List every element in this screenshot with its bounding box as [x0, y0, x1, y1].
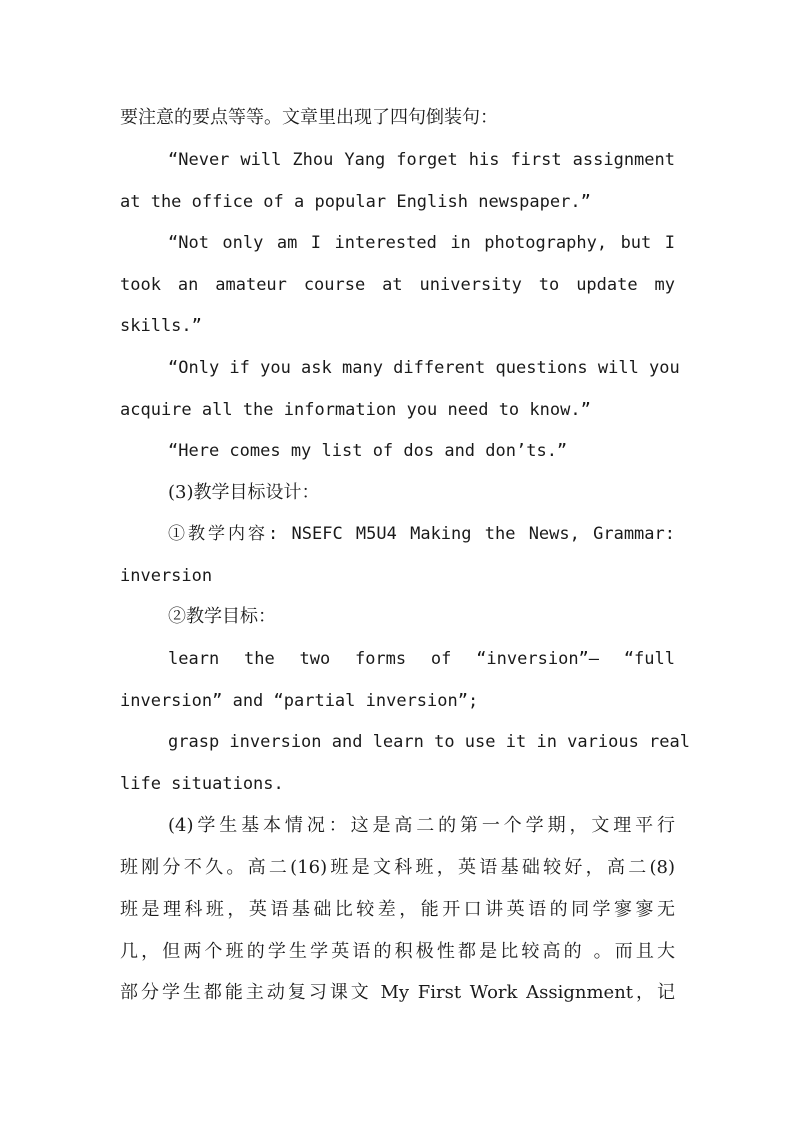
teaching-content-line-2: inversion: [120, 566, 213, 586]
section-3-heading: (3)教学目标设计：: [168, 482, 320, 503]
teaching-goal-2-line-1: grasp inversion and learn to use it in various real: [168, 732, 690, 752]
quote-2-line-1: “Not only am I interested in photography, but I: [168, 233, 675, 253]
teaching-goal-1-line-2: inversion” and “partial inversion”;: [120, 691, 479, 711]
quote-2-line-3: skills.”: [120, 316, 202, 336]
quote-4-line-1: “Here comes my list of dos and don’ts.”: [168, 441, 568, 461]
teaching-goal-2-line-2: life situations.: [120, 774, 284, 794]
quote-1-line-1: “Never will Zhou Yang forget his first assignment: [168, 150, 675, 170]
section-4-line-5: 部分学生都能主动复习课文 My First Work Assignment，记: [120, 982, 675, 1003]
section-4-line-3: 班是理科班，英语基础比较差，能开口讲英语的同学寥寥无: [120, 899, 675, 920]
section-4-line-1: (4)学生基本情况：这是高二的第一个学期，文理平行: [168, 815, 675, 836]
quote-2-line-2: took an amateur course at university to update my: [120, 275, 675, 295]
teaching-content-line-1: ①教学内容: NSEFC M5U4 Making the News, Grammar:: [168, 524, 675, 544]
text-line-1: 要注意的要点等等。文章里出现了四句倒装句：: [120, 107, 498, 128]
section-4-line-2: 班刚分不久。高二(16)班是文科班，英语基础较好，高二(8): [120, 857, 675, 878]
section-4-line-4: 几，但两个班的学生学英语的积极性都是比较高的 。而且大: [120, 941, 675, 962]
teaching-goal-heading: ②教学目标：: [168, 606, 276, 627]
quote-1-line-2: at the office of a popular English newspaper.”: [120, 192, 591, 212]
quote-3-line-2: acquire all the information you need to know.”: [120, 400, 591, 420]
teaching-goal-1-line-1: learn the two forms of “inversion”— “full: [168, 649, 675, 669]
quote-3-line-1: “Only if you ask many different questions will you: [168, 358, 680, 378]
